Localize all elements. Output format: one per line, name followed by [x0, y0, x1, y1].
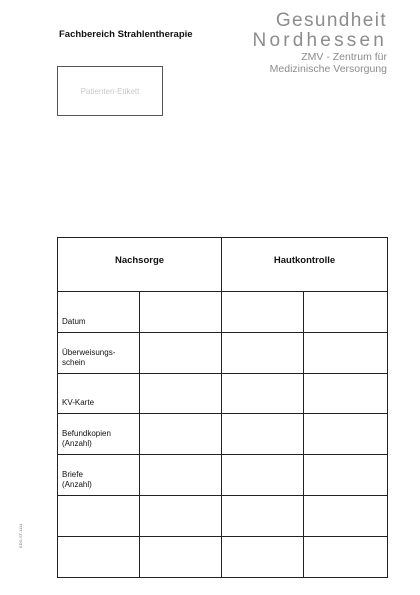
cell-hautkontrolle-1[interactable] — [222, 455, 304, 496]
logo-line-3: ZMV - Zentrum für — [301, 51, 387, 63]
organization-logo — [253, 11, 387, 75]
logo-line-4: Medizinische Versorgung — [269, 63, 387, 75]
table-row — [58, 373, 388, 414]
cell-hautkontrolle-2[interactable] — [304, 373, 388, 414]
header-hautkontrolle: Hautkontrolle — [222, 238, 388, 292]
cell-hautkontrolle-1[interactable] — [222, 292, 304, 333]
table-row — [58, 292, 388, 333]
cell-nachsorge[interactable] — [140, 495, 222, 536]
table-header-row — [58, 238, 388, 292]
followup-table — [57, 237, 388, 578]
logo-line-1: Gesundheit — [275, 10, 387, 31]
row-label-blank-1[interactable] — [58, 495, 140, 536]
cell-nachsorge[interactable] — [140, 292, 222, 333]
cell-hautkontrolle-2[interactable] — [304, 455, 388, 496]
row-label-blank-2[interactable] — [58, 536, 140, 577]
row-label-befundkopien: Befundkopien (Anzahl) — [58, 414, 140, 455]
row-label-datum: Datum — [58, 292, 140, 333]
cell-hautkontrolle-2[interactable] — [304, 332, 388, 373]
table-row — [58, 332, 388, 373]
table-row — [58, 495, 388, 536]
row-label-kv-karte: KV-Karte — [58, 373, 140, 414]
logo-line-2: Nordhessen — [252, 30, 387, 51]
table-row — [58, 455, 388, 496]
cell-hautkontrolle-1[interactable] — [222, 373, 304, 414]
cell-nachsorge[interactable] — [140, 414, 222, 455]
cell-hautkontrolle-1[interactable] — [222, 536, 304, 577]
row-label-ueberweisungsschein: Überweisungs- schein — [58, 332, 140, 373]
patient-label-box — [57, 66, 163, 116]
cell-hautkontrolle-1[interactable] — [222, 332, 304, 373]
row-label-briefe: Briefe (Anzahl) — [58, 455, 140, 496]
table-row — [58, 414, 388, 455]
cell-nachsorge[interactable] — [140, 455, 222, 496]
cell-nachsorge[interactable] — [140, 332, 222, 373]
cell-hautkontrolle-2[interactable] — [304, 414, 388, 455]
form-code: KDG-ST-1114 — [18, 523, 23, 548]
cell-nachsorge[interactable] — [140, 536, 222, 577]
patient-label-placeholder: Patienten-Etikett — [80, 86, 140, 96]
table-row — [58, 536, 388, 577]
cell-hautkontrolle-1[interactable] — [222, 414, 304, 455]
cell-hautkontrolle-2[interactable] — [304, 292, 388, 333]
cell-nachsorge[interactable] — [140, 373, 222, 414]
cell-hautkontrolle-2[interactable] — [304, 495, 388, 536]
cell-hautkontrolle-2[interactable] — [304, 536, 388, 577]
header-nachsorge: Nachsorge — [58, 238, 222, 292]
cell-hautkontrolle-1[interactable] — [222, 495, 304, 536]
department-title: Fachbereich Strahlentherapie — [59, 29, 193, 40]
